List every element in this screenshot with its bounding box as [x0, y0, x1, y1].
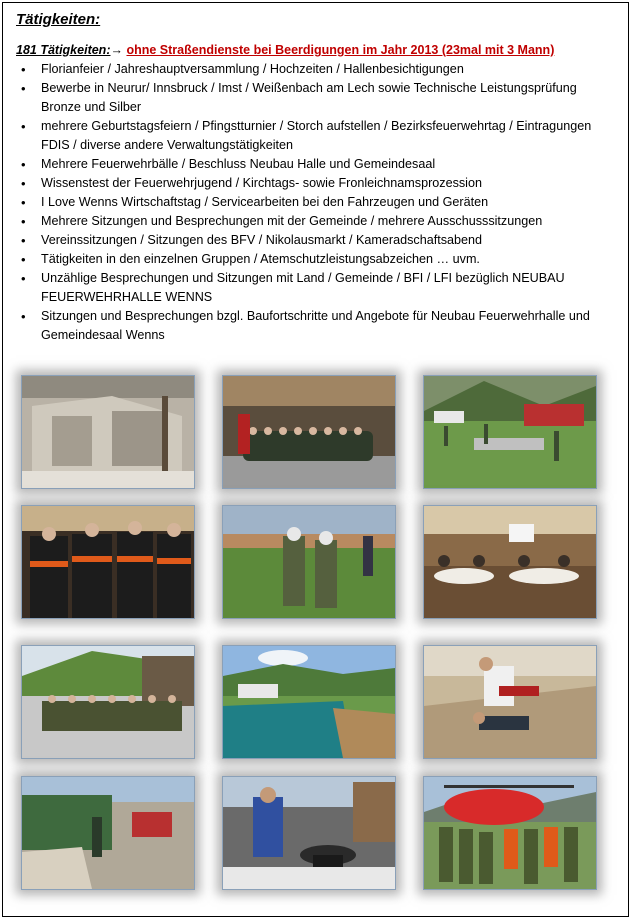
arrow-icon: →: [110, 43, 123, 57]
summary-note: ohne Straßendienste bei Beerdigungen im Jahr 2013 (23mal mit 3 Mann): [126, 43, 555, 57]
list-item: • Florianfeier / Jahreshauptversammlung / Hochzeiten / Hallenbesichtigungen: [17, 60, 617, 79]
photo-group-outdoor: [21, 645, 195, 759]
page-heading: Tätigkeiten:: [16, 11, 101, 28]
list-item: • Sitzungen und Besprechungen bzgl. Baufortschritte und Angebote für Neubau Feuerwehrhalle und Gemeindesaal Wenns: [17, 307, 617, 345]
list-item: • I Love Wenns Wirtschaftstag / Servicearbeiten bei den Fahrzeugen und Geräten: [17, 193, 617, 212]
list-item: • Wissenstest der Feuerwehrjugend / Kirchtags- sowie Fronleichnamsprozession: [17, 174, 617, 193]
photo-pool-landscape: [222, 645, 396, 759]
photo-hose-exercise: [222, 505, 396, 619]
list-item: • Tätigkeiten in den einzelnen Gruppen / Atemschutzleistungsabzeichen … uvm.: [17, 250, 617, 269]
list-item: • mehrere Geburtstagsfeiern / Pfingstturnier / Storch aufstellen / Bezirksfeuerwehrtag / Eintragungen FDIS / diverse andere Verwaltungstätigkeiten: [17, 117, 617, 155]
photo-competition-field: [423, 375, 597, 489]
photo-christmas-market: [222, 776, 396, 890]
photo-rescue-helicopter: [423, 776, 597, 890]
activity-count: 181 Tätigkeiten:: [16, 43, 111, 57]
photo-first-aid-training: [423, 645, 597, 759]
activity-list: [17, 60, 617, 345]
photo-dinner-hall: [423, 505, 597, 619]
photo-container-cleanup: [21, 776, 195, 890]
list-item: • Unzählige Besprechungen und Sitzungen mit Land / Gemeinde / BFI / LFI bezüglich NEUBAU FEUERWEHRHALLE WENNS: [17, 269, 617, 307]
photo-firefighters-portrait: [21, 505, 195, 619]
photo-construction-site: [21, 375, 195, 489]
photo-group-hall: [222, 375, 396, 489]
list-item: • Mehrere Sitzungen und Besprechungen mit der Gemeinde / mehrere Ausschusssitzungen: [17, 212, 617, 231]
list-item: • Mehrere Feuerwehrbälle / Beschluss Neubau Halle und Gemeindesaal: [17, 155, 617, 174]
list-item: • Bewerbe in Neurur/ Innsbruck / Imst / Weißenbach am Lech sowie Technische Leistungsprüfung Bronze und Silber: [17, 79, 617, 117]
activity-summary: [16, 43, 554, 57]
list-item: • Vereinssitzungen / Sitzungen des BFV / Nikolausmarkt / Kameradschaftsabend: [17, 231, 617, 250]
